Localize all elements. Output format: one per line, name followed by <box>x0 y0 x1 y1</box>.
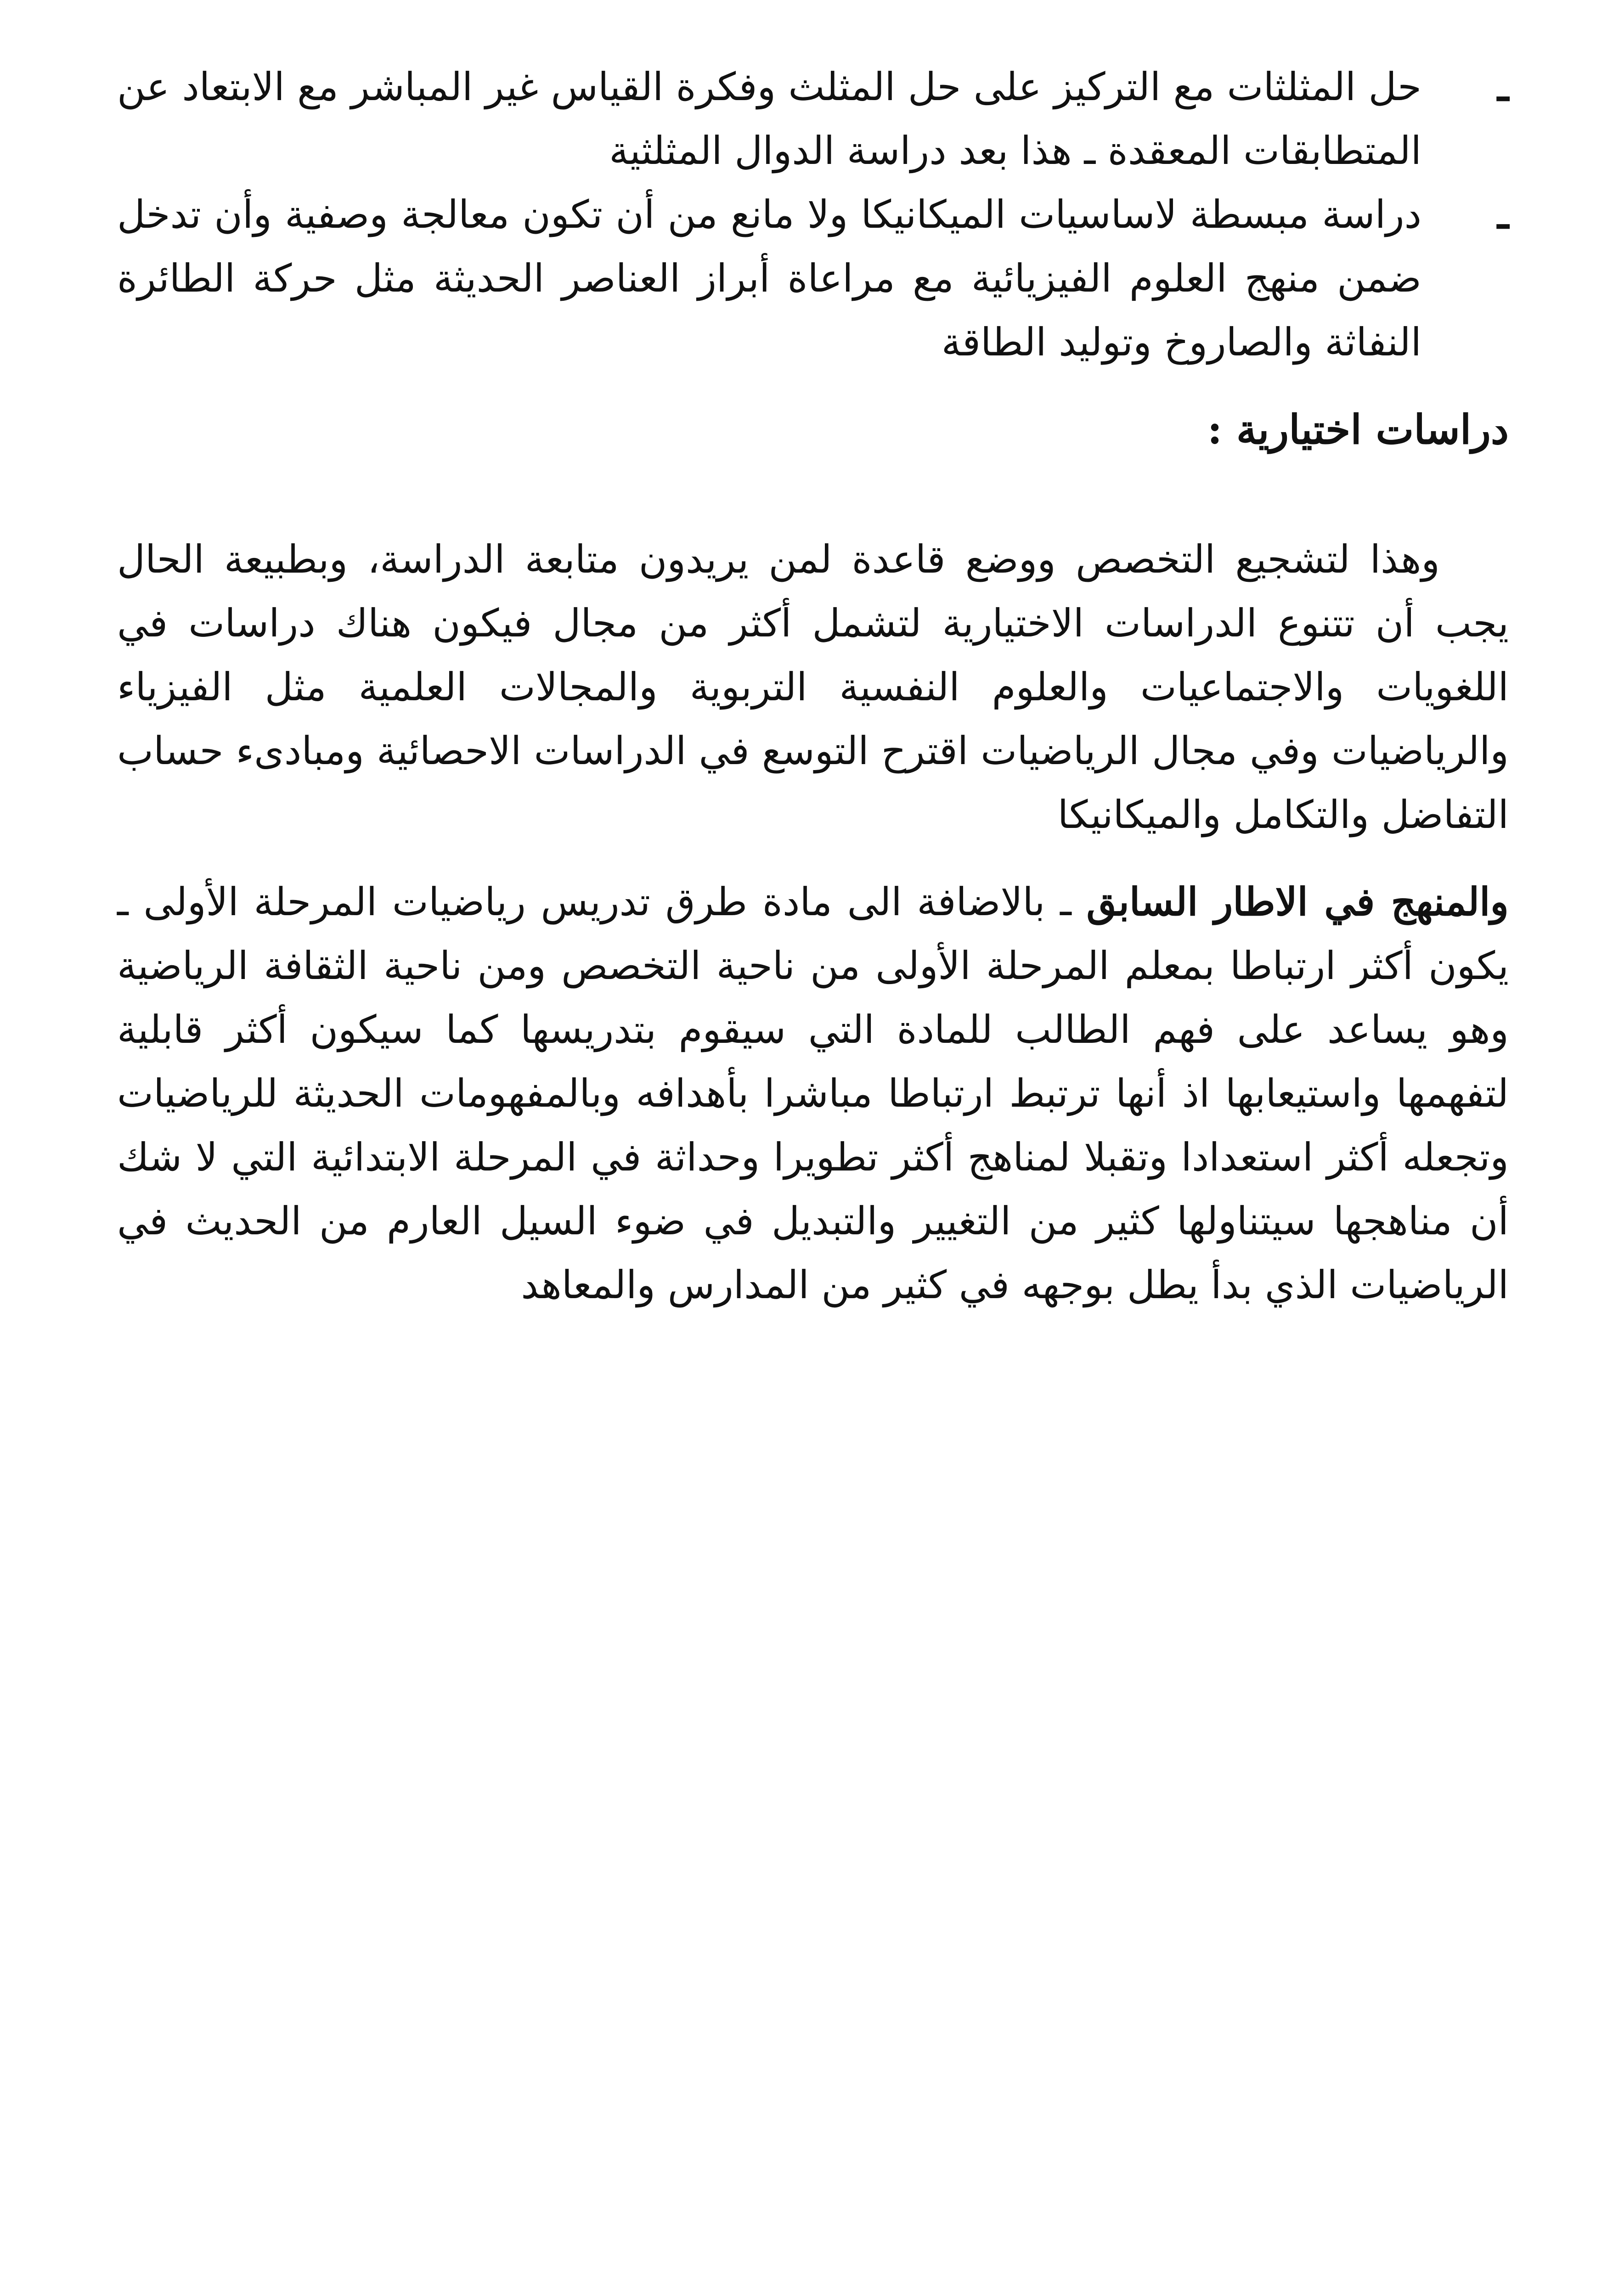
section-heading: دراسات اختيارية : <box>1207 405 1509 453</box>
bullet-dash: ـ <box>1497 192 1509 237</box>
paragraph-body: ـ بالاضافة الى مادة طرق تدريس رياضيات المرحلة الأولى ـ يكون أكثر ارتباطا بمعلم المرحلة الأولى من ناحية التخصص ومن ناحية الثقافة الرياضية وهو يساعد على فهم الطالب للمادة التي سيقوم بتدريسها كما سيكون أكثر قابلية لتفهمها واستيعابها اذ أنها ترتبط ارتباطا مباشرا بأهدافه وبالمفهومات الحديثة للرياضيات وتجعله أكثر استعدادا وتقبلا لمناهج أكثر تطويرا وحداثة في المرحلة الابتدائية التي لا شك أن مناهجها سيتناولها كثير من التغيير والتبديل في ضوء السيل العارم من الحديث في الرياضيات الذي بدأ يطل بوجهه في كثير من المدارس والمعاهد <box>117 879 1509 1307</box>
bullet-item <box>117 183 1509 374</box>
bullet-text: دراسة مبسطة لاساسيات الميكانيكا ولا مانع من أن تكون معالجة وصفية وأن تدخل ضمن منهج العلوم الفيزيائية مع مراعاة أبراز العناصر الحديثة مثل حركة الطائرة النفاثة والصاروخ وتوليد الطاقة <box>117 192 1422 365</box>
paragraph-optional-studies: وهذا لتشجيع التخصص ووضع قاعدة لمن يريدون متابعة الدراسة، وبطبيعة الحال يجب أن تتنوع الدراسات الاختيارية لتشمل أكثر من مجال فيكون هناك دراسات في اللغويات والاجتماعيات والعلوم النفسية التربوية والمجالات العلمية مثل الفيزياء والرياضيات وفي مجال الرياضيات اقترح التوسع في الدراسات الاحصائية ومبادىء حساب التفاضل والتكامل والميكانيكا <box>117 537 1509 837</box>
paragraph-lead: والمنهج في الاطار السابق <box>1086 879 1509 924</box>
paragraph-curriculum <box>117 870 1509 1317</box>
bullet-list <box>117 55 1509 374</box>
bullet-text: حل المثلثات مع التركيز على حل المثلث وفكرة القياس غير المباشر مع الابتعاد عن المتطابقات المعقدة ـ هذا بعد دراسة الدوال المثلثية <box>117 64 1421 173</box>
bullet-item <box>117 55 1509 183</box>
bullet-dash: ـ <box>1497 64 1509 110</box>
